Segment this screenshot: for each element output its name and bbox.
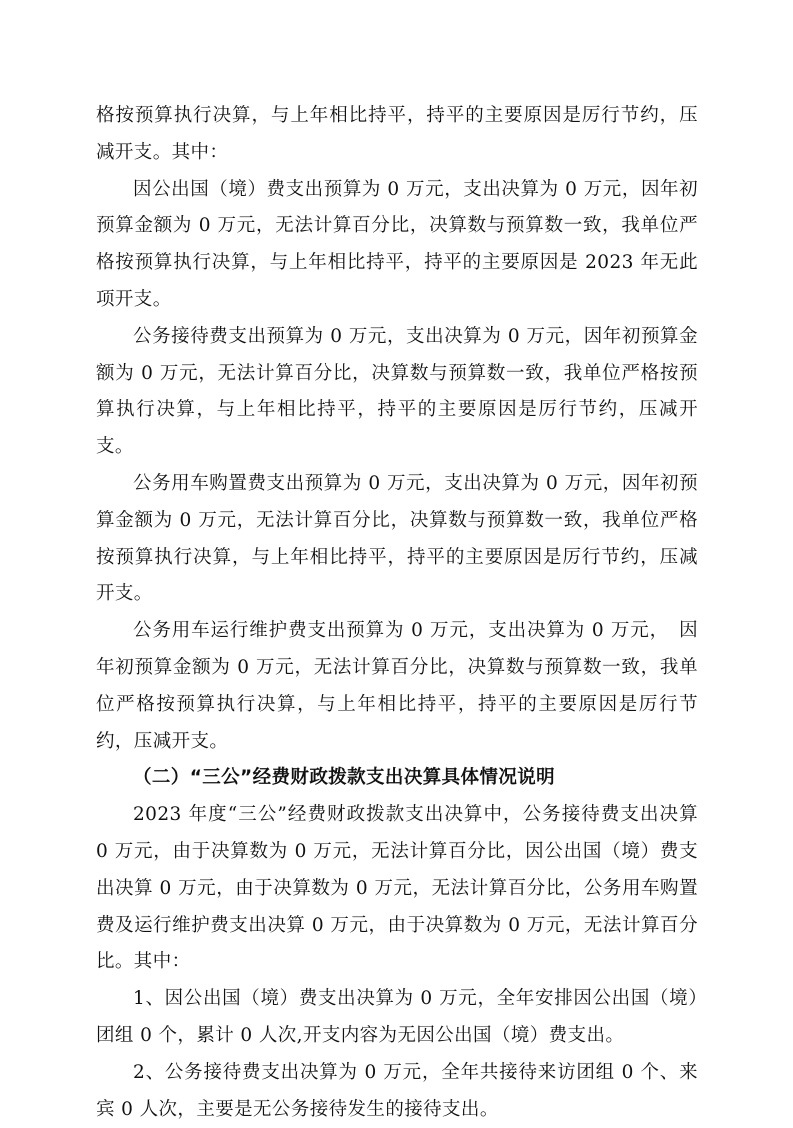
paragraph-vehicle-maintenance: 公务用车运行维护费支出预算为 0 万元，支出决算为 0 万元， 因年初预算金额为 0 万元，无法计算百分比，决算数与预算数一致，我单位严格按预算执行决算，与上年相比持平，持平的主要原因是厉行节约，压减开支。 bbox=[96, 620, 698, 752]
section-heading: （二）“三公”经费财政拨款支出决算具体情况说明 bbox=[133, 767, 556, 789]
paragraph-item-2: 2、公务接待费支出决算为 0 万元，全年共接待来访团组 0 个、来宾 0 人次，主要是无公务接待发生的接待支出。 bbox=[96, 1061, 698, 1120]
paragraph-vehicle-purchase: 公务用车购置费支出预算为 0 万元，支出决算为 0 万元，因年初预算金额为 0 万元，无法计算百分比，决算数与预算数一致，我单位严格按预算执行决算，与上年相比持平，持平的主要原因是厉行节约，压减开支。 bbox=[96, 472, 698, 605]
paragraph-overseas-travel: 因公出国（境）费支出预算为 0 万元，支出决算为 0 万元，因年初预算金额为 0 万元，无法计算百分比，决算数与预算数一致，我单位严格按预算执行决算，与上年相比持平，持平的主要原因是 2023 年无此项开支。 bbox=[96, 178, 698, 310]
paragraph-official-reception: 公务接待费支出预算为 0 万元，支出决算为 0 万元，因年初预算金额为 0 万元，无法计算百分比，决算数与预算数一致，我单位严格按预算执行决算，与上年相比持平，持平的主要原因是厉行节约，压减开支。 bbox=[96, 325, 698, 458]
paragraph-item-1: 1、因公出国（境）费支出决算为 0 万元，全年安排因公出国（境）团组 0 个，累计 0 人次,开支内容为无因公出国（境）费支出。 bbox=[96, 988, 698, 1046]
document-body bbox=[96, 98, 698, 1128]
paragraph-summary: 2023 年度“三公”经费财政拨款支出决算中，公务接待费支出决算 0 万元，由于决算数为 0 万元，无法计算百分比，因公出国（境）费支出决算 0 万元，由于决算数为 0 万元，无法计算百分比，公务用车购置费及运行维护费支出决算 0 万元，由于决算数为 0 万元，无法计算百分比。其中： bbox=[96, 804, 698, 973]
paragraph-continuation: 格按预算执行决算，与上年相比持平，持平的主要原因是厉行节约，压减开支。其中： bbox=[96, 105, 698, 163]
